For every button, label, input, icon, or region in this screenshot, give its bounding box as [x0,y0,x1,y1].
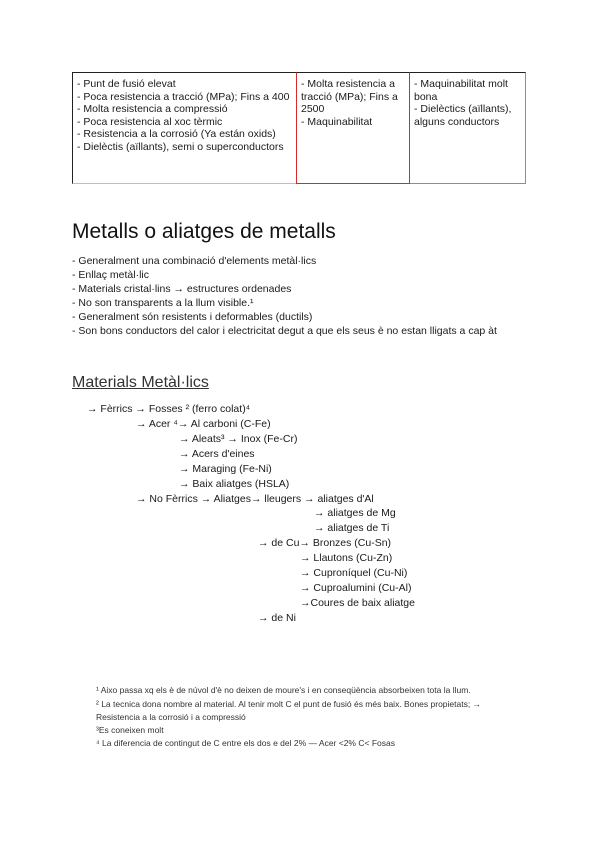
tree-node: → Aleats³ → Inox (Fe-Cr) [179,433,298,445]
footnote: Resistencia a la corrosió i a compressió [96,712,246,722]
bullet-item: - Son bons conductors del calor i electricitat degut a que els seus è no estan lligats a cap àt [72,325,497,337]
bullet-item: - No son transparents a la llum visible.¹ [72,297,254,309]
tree-node: → Fèrrics → Fosses ² (ferro colat)⁴ [87,403,251,415]
tree-node: → aliatges de Mg [314,507,396,519]
cell-line: - Punt de fusió elevat [77,78,176,90]
tree-node: → Acers d'eines [179,448,255,460]
cell-line: - Molta resistencia a compressió [77,103,228,116]
footnote: ³Es coneixen molt [96,725,164,735]
cell-line: - Dielèctis (aïllants), semi o superconductors [77,140,284,153]
table-cell-polymers [410,72,526,184]
cell-line: - Resistencia a la corrosió (Ya están oxids) [77,128,276,141]
cell-line: - Poca resistencia al xoc tèrmic [77,115,223,128]
footnote: ¹ Aixo passa xq els è de núvol d'è no deixen de moure's i en conseqüència absorbeixen tota la llum. [96,685,471,695]
bullet-item: - Generalment una combinació d'elements metàl·lics [72,255,317,267]
bullet-item: - Enllaç metàl·lic [72,269,150,281]
bullet-item: - Materials cristal·lins → estructures ordenades [72,283,292,295]
tree-node: → Baix aliatges (HSLA) [179,478,290,490]
footnote: ⁴ La diferencia de contingut de C entre els dos e del 2% — Acer <2% C< Fosas [96,738,395,748]
cell-line: - Molta resistencia a tracció (MPa); Fins a 2500 [301,78,401,116]
tree-node: →Coures de baix aliatge [300,597,415,609]
bullet-item: - Generalment són resistents i deformables (ductils) [72,311,313,323]
tree-node: → de Ni [258,612,296,624]
tree-node: → Acer ⁴→ Al carboni (C-Fe) [136,418,271,430]
footnote: ² La tecnica dona nombre al material. Al tenir molt C el punt de fusió és més baix. Bones propietats; → [96,699,482,709]
tree-node: → Cuproníquel (Cu-Ni) [300,567,408,579]
table-cell-metals [296,72,410,184]
subheading: Materials Metàl·lics [72,374,209,391]
tree-node: → No Fèrrics → Aliatges→ lleugers → aliatges d'Al [136,493,374,505]
tree-node: → Cuproalumini (Cu-Al) [300,582,412,594]
tree-node: → aliatges de Ti [314,522,390,534]
table-cell-ceramics [72,72,296,184]
cell-line: - Maquinabilitat [301,115,373,128]
tree-node: → Llautons (Cu-Zn) [300,552,393,564]
cell-line: - Dielèctics (aïllants), alguns conductors [414,103,515,128]
section-title: Metalls o aliatges de metalls [72,220,336,243]
cell-line: - Poca resistencia a tracció (MPa); Fins a 400 [77,90,290,103]
cell-line: - Maquinabilitat molt bona [414,78,511,103]
tree-node: → Maraging (Fe-Ni) [179,463,272,475]
tree-node: → de Cu→ Bronzes (Cu-Sn) [258,537,392,549]
